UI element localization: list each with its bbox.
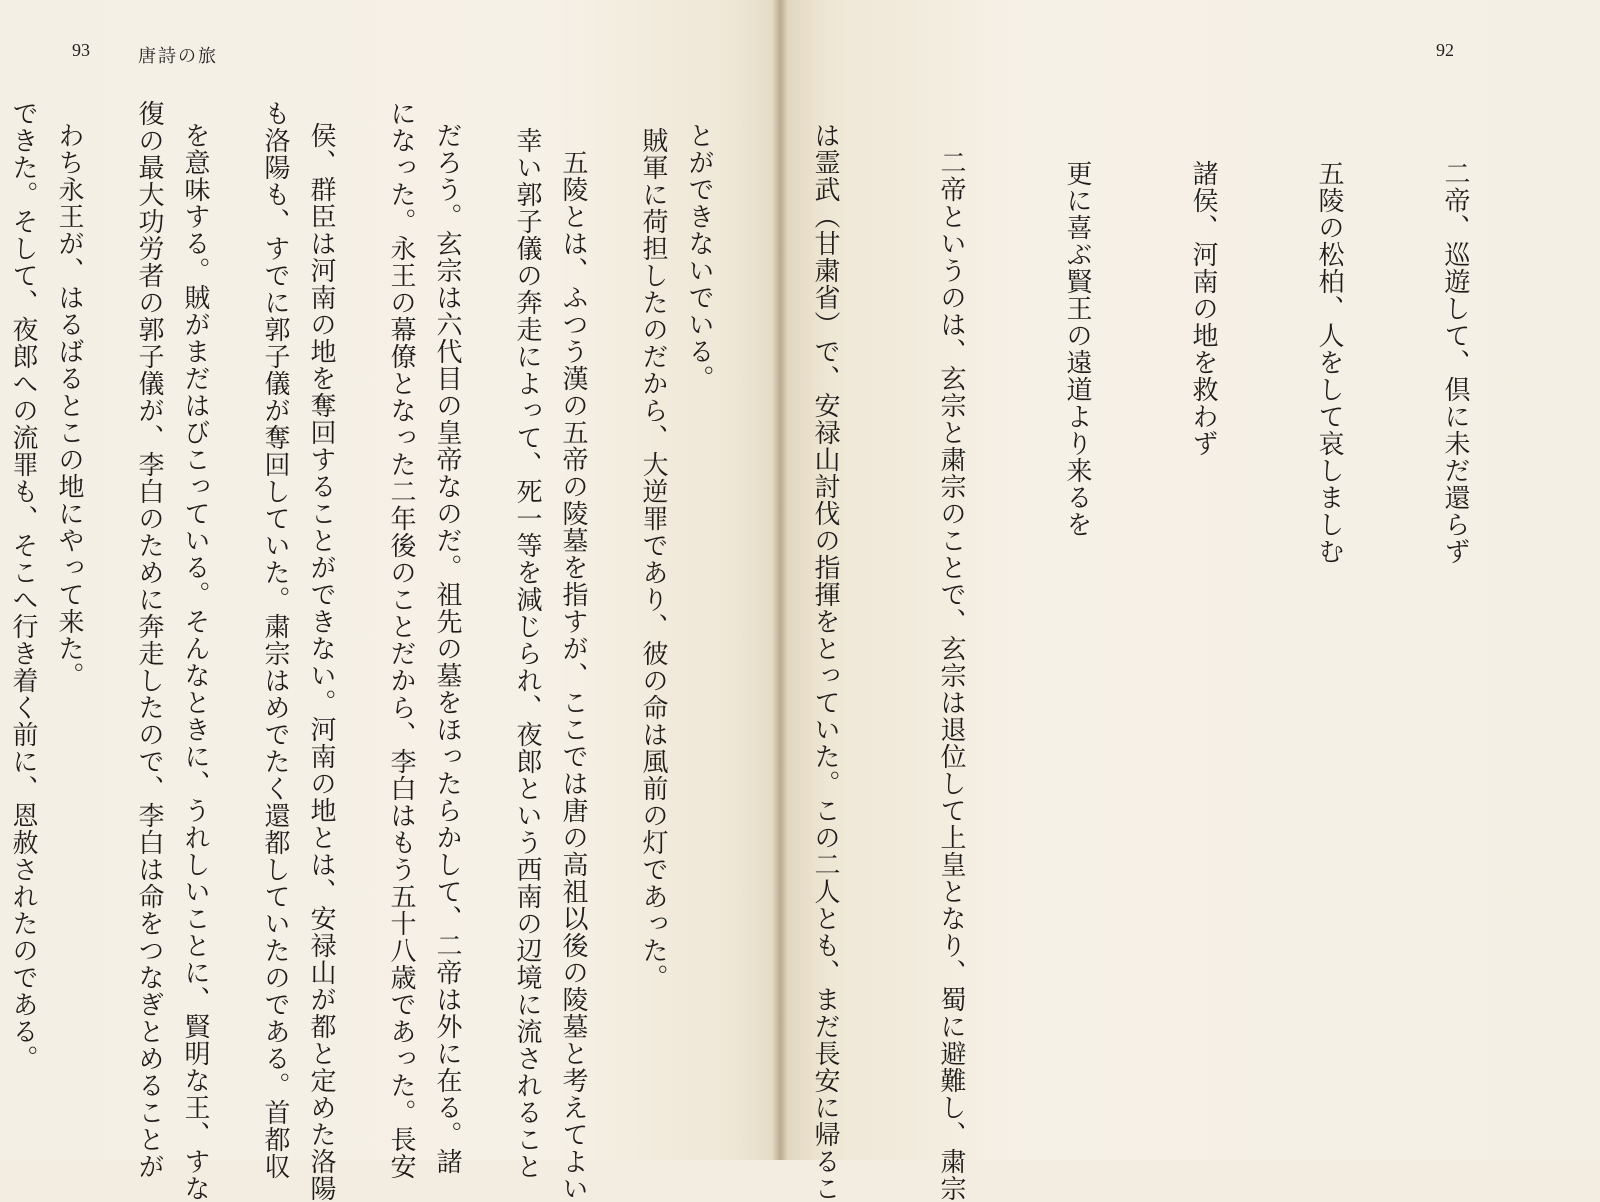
body-line: を意味する。賊がまだはびこっている。そんなときに、うれしいことに、賢明な王、すな (180, 122, 210, 1202)
page-number-right: 92 (1436, 40, 1454, 60)
body-line: 復の最大功労者の郭子儀が、李白のために奔走したので、李白は命をつなぎとめることが (134, 100, 164, 1180)
body-line: になった。永王の幕僚となった二年後のことだから、李白はもう五十八歳であった。長安 (386, 100, 416, 1180)
body-line: わち永王が、はるばるとこの地にやって来た。 (54, 122, 84, 689)
body-line: できた。そして、夜郎への流罪も、そこへ行き着く前に、恩赦されたのである。 (8, 100, 38, 1072)
left-page-text (8, 100, 758, 1180)
body-line: 二帝というのは、玄宗と粛宗のことで、玄宗は退位して上皇となり、蜀に避難し、粛宗 (936, 122, 966, 1202)
body-line: だろう。玄宗は六代目の皇帝なのだ。祖先の墓をほったらかして、二帝は外に在る。諸 (432, 122, 462, 1175)
poem-line: 五陵の松柏、人をして哀しましむ (1314, 160, 1344, 565)
body-line: とができないでいる。 (684, 122, 714, 392)
body-line: は霊武（甘粛省）で、安禄山討伐の指揮をとっていた。この二人とも、まだ長安に帰るこ (810, 122, 840, 1202)
running-head: 唐詩の旅 (138, 46, 218, 67)
body-line: も洛陽も、すでに郭子儀が奪回していた。粛宗はめでたく還都していたのである。首都収 (260, 100, 290, 1180)
body-line: 賊軍に荷担したのだから、大逆罪であり、彼の命は風前の灯であった。 (638, 100, 668, 991)
poem-line: 二帝、巡遊して、倶に未だ還らず (1440, 160, 1470, 565)
body-line: 幸い郭子儀の奔走によって、死一等を減じられ、夜郎という西南の辺境に流されること (512, 100, 542, 1180)
body-line: 五陵とは、ふつう漢の五帝の陵墓を指すが、ここでは唐の高祖以後の陵墓と考えてよい (558, 122, 588, 1202)
poem-line: 更に喜ぶ賢王の遠道より来るを (1062, 160, 1092, 538)
page-number-left: 93 (72, 40, 90, 60)
body-line: 侯、群臣は河南の地を奪回することができない。河南の地とは、安禄山が都と定めた洛陽 (306, 122, 336, 1202)
poem-line: 諸侯、河南の地を救わず (1188, 160, 1218, 457)
